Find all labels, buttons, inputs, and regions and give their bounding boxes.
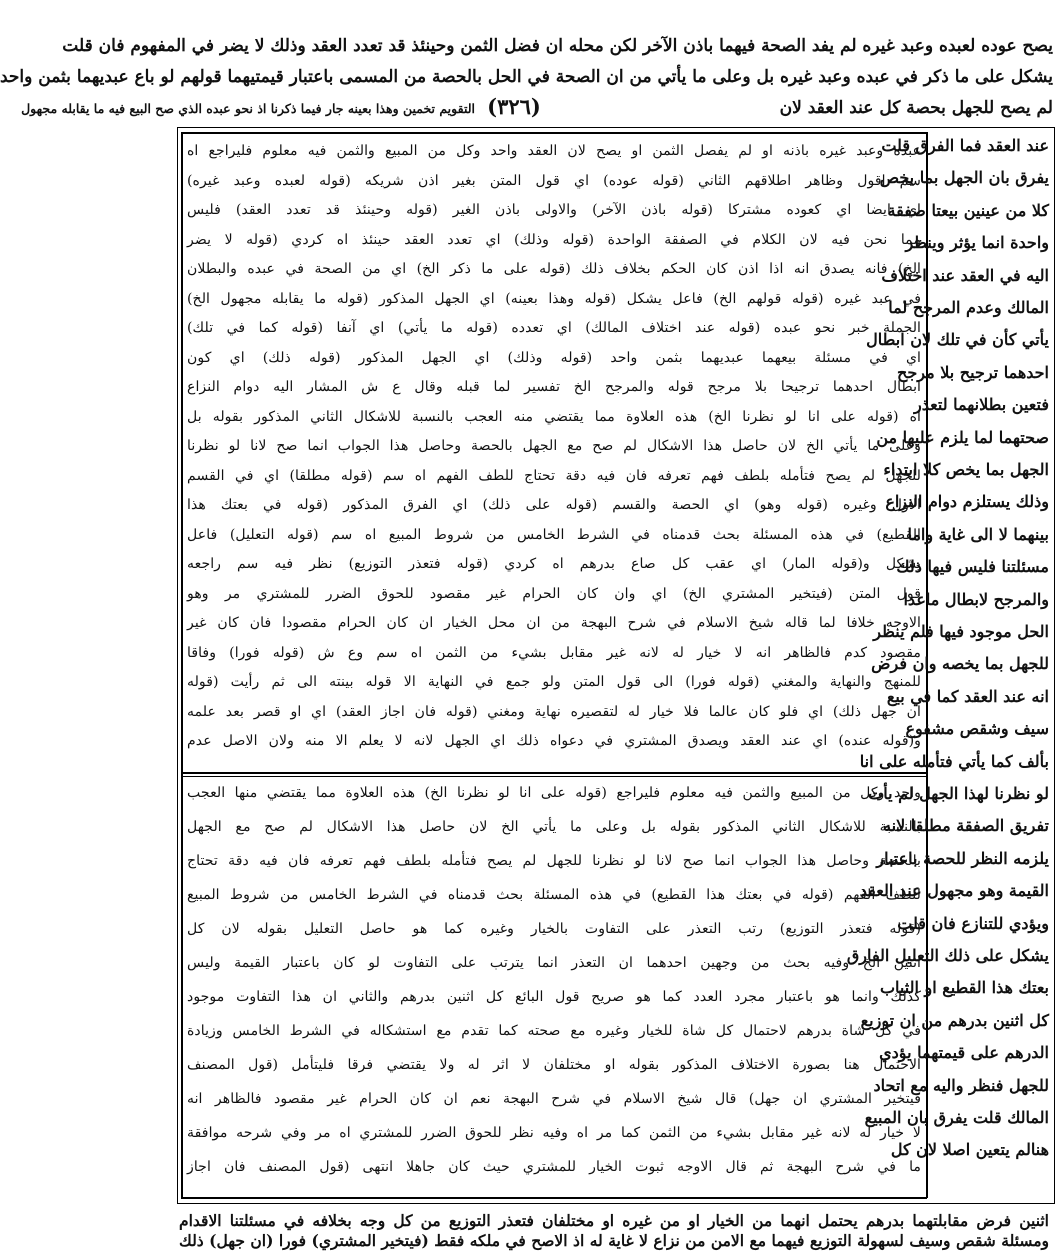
side-text-line: واحدة انما يؤثر وينظر xyxy=(905,233,1049,253)
side-text-line: وذلك يستلزم دوام النزاع xyxy=(885,492,1049,512)
side-text-line: يأتي كأن في تلك لان ابطال xyxy=(866,330,1049,350)
main-text-line: ومسئلة شقص وسيف لسهولة التوزيع فيهما مع الامن من نزاع لا غاية له اذ الاصح في ملكه فقط (فيتخير المشتري) فورا (ان جهل) ذلك xyxy=(179,1231,1049,1250)
inner-frame-left xyxy=(181,132,183,1198)
side-text-line: الحل موجود فيها فلم ينظر xyxy=(873,622,1049,641)
commentary-line: قول المتن (فيتخير المشتري الخ) اي وان كان الحرام غير مقصود للحوق الضرر للمشتري مر وهو xyxy=(187,585,921,602)
commentary-line: الاول وغيره (قوله وهو) اي الحصة والقسم (قوله على ذلك) اي الفرق المذكور (قوله في بعتك هذا xyxy=(187,497,921,513)
side-text-line: للجهل فنظر واليه مع اتحاد xyxy=(873,1075,1049,1095)
page-number: (٣٢٦) xyxy=(487,94,541,119)
main-text-line: اثنين فرض مقابلتهما بدرهم يحتمل انهما من الخيار او من غيره او مختلفان فتعذر التوزيع من كل وجه بخلافه في مسئلتنا الاقدام xyxy=(179,1211,1049,1230)
side-text-line: والمرجح لابطال ماعدا xyxy=(903,589,1049,609)
commentary-divider xyxy=(181,776,927,777)
side-text-line: بعتك هذا القطيع او الثياب xyxy=(879,978,1049,998)
commentary-line: للمنهج والنهاية والمغني (قوله فورا) الى قول المتن ولو جمع في النهاية الا قوله بينته الى ثم رأيت (قوله xyxy=(187,674,921,690)
side-text-line: المالك وعدم المرجح لما xyxy=(888,298,1049,317)
side-text-line: تفريق الصفقة مطلقا لانه xyxy=(883,816,1049,836)
side-text-line: صحتهما لما يلزم عليها من xyxy=(876,427,1049,447)
side-text-line: بألف كما يأتي فتأمله على انا xyxy=(859,751,1049,771)
commentary-line: كذلك وانما هو باعتبار مجرد العدد كما هو صريح قول البائع كل اثنين بدرهم والثاني ان هذا التفاوت موجود xyxy=(187,989,921,1005)
main-text-line: لم يصح للجهل بحصة كل عند العقد لان xyxy=(779,98,1053,118)
commentary-line: لا خيار له لانه غير مقابل بشيء من الثمن كما مر اه وفيه نظر للحوق الضرر للمشتري اه مر وفي شرحه موافقة xyxy=(187,1125,921,1141)
commentary-line: بالنسبة للاشكال الثاني المذكور بقوله بل وعلى ما يأتي الخ لان حاصل هذا الاشكال لم صح مع الجهل xyxy=(187,819,921,835)
commentary-line: بالحصة وحاصل هذا الجواب انما صح لانا لو نظرنا للجهل لم يصح فتأمله بلطف فهم تعرفه فان فيه دقة تحتاج xyxy=(187,853,921,869)
commentary-line: سم اقول وظاهر اطلاقهم الثاني (قوله عوده) اي قول المتن بغير اذن شريكه (قوله لعبده وعبد غيره) xyxy=(187,172,921,189)
inner-frame-bottom xyxy=(181,1197,927,1199)
commentary-line: للطف الفهم (قوله في بعتك هذا القطيع) في هذه المسئلة بحث قدمناه في الشرط الخامس من شروط المبيع xyxy=(187,887,921,903)
side-text-line: مسئلتنا فليس فيها ذلك xyxy=(896,557,1049,577)
side-text-line: هنالم يتعين اصلا لان كل xyxy=(890,1140,1049,1160)
side-text-line: للجهل بما يخصه وان فرض xyxy=(871,654,1049,674)
side-text-line: ويؤدي للتنازع فان قلت xyxy=(897,913,1049,933)
side-text-line: المالك قلت يفرق بان المبيع xyxy=(864,1108,1049,1127)
commentary-line: مقصود كدم فالظاهر انه لا خيار له لانه غير مقابل بشيء من الثمن اه سم وع ش (قوله فورا) وفاقا xyxy=(187,644,921,661)
commentary-line: الخ) فانه يصدق انه اذا اذن كان الحكم بخلاف ذلك (قوله على ما ذكر الخ) اي من الصحة في عبده والبطلان xyxy=(187,261,921,277)
commentary-line: مما نحن فيه لان الكلام في الصفقة الواحدة (قوله وذلك) اي تعدد العقد حينئذ اه كردي (قوله لا يضر xyxy=(187,231,921,248)
main-text-line: التقويم تخمين وهذا بعينه جار فيما ذكرنا اذ نحو عبده الذي صح البيع فيه ما يقابله مجهول xyxy=(21,101,475,116)
commentary-divider xyxy=(181,772,927,774)
commentary-line: الاوجه خلافا لما قاله شيخ الاسلام في شرح البهجة من ان محل الخيار ان كان الحرام مقصودا فان كان غير xyxy=(187,615,921,631)
inner-frame-top xyxy=(181,132,927,134)
commentary-line: ما في شرح البهجة ثم قال الاوجه ثبوت الخيار للمشتري حيث كان جاهلا انتهى (قول المصنف فان اجاز xyxy=(187,1159,921,1175)
main-text-line: يشكل على ما ذكر في عبده وعبد غيره بل وعلى ما يأتي من ان الصحة في الحل بالحصة من المسمى باعتبار قيمتيهما قولهم لو باع عبديهما بثمن واحد xyxy=(0,67,1053,87)
commentary-line: اي في مسئلة بيعهما عبديهما بثمن واحد (قوله وذلك) اي الجهل المذكور (قوله ذلك) اي كون xyxy=(187,349,921,366)
side-text-line: عند العقد فما الفرق قلت xyxy=(881,136,1049,155)
side-text-line: احدهما ترجيح بلا مرجح xyxy=(897,362,1049,382)
side-text-line: فتعين بطلانهما لتعذر xyxy=(914,395,1049,415)
commentary-line: اه (قوله على انا لو نظرنا الخ) هذه العلاوة مما يقتضي منه العجب بالنسبة للاشكال الثاني المذكور بقوله بل xyxy=(187,408,921,425)
commentary-line: في كل شاة بدرهم لاحتمال كل شاة للخيار وغيره مع صحته كما تقدم مع استشكاله في الشرط الخامس وزيادة xyxy=(187,1023,921,1039)
side-text-line: الدرهم على قيمتهما يؤدي xyxy=(879,1043,1049,1063)
side-text-line: اليه في العقد عند اختلاف xyxy=(881,265,1049,285)
commentary-line: واحد وكل من المبيع والثمن فيه معلوم فليراجع (قوله على انا لو نظرنا الخ) هذه العلاوة مما يقتضي منها العجب xyxy=(187,785,921,801)
side-text-line: القيمة وهو مجهول عند العقد xyxy=(859,881,1049,901)
commentary-line: اي ايضا اي كعوده مشتركا (قوله باذن الآخر) والاولى باذن الغير (قوله وحينئذ قد تعدد العقد) فليس xyxy=(187,202,921,218)
main-text-line: يصح عوده لعبده وعبد غيره لم يفد الصحة فيهما باذن الآخر لكن محله ان فضل الثمن وحينئذ قد تعدد العقد وذلك لا يضر في المفهوم فان قلت xyxy=(62,36,1053,56)
side-text-line: بينهما لا الى غاية واما xyxy=(907,524,1049,544)
side-text-line: كلا من عينين بيعتا صفقة xyxy=(887,200,1049,220)
commentary-line: القطيع) في هذه المسئلة بحث قدمناه في الشرط الخامس من شروط المبيع اه سم (قوله التعليل) فاعل xyxy=(187,526,921,543)
commentary-line: وعلى ما يأتي الخ لان حاصل هذا الاشكال لم صح مع الجهل بالحصة وحاصل هذا الجواب انما صح لانا لو نظرنا xyxy=(187,438,921,454)
commentary-line: ان جهل ذلك) اي فلو كان عالما فلا خيار له لتقصيره نهاية ومغني (قوله فان اجاز العقد) اي او قصر بعد علمه xyxy=(187,703,921,720)
side-text-line: انه عند العقد كما في بيع xyxy=(886,686,1049,706)
commentary-line: الاحتمال هنا بصورة الاختلاف المذكور بقوله او مختلفان لا اثر له ولا يقتضي فرقا فليتأمل (قول المصنف xyxy=(187,1057,921,1073)
side-text-line: يشكل على ذلك التعليل الفارق xyxy=(846,946,1049,965)
commentary-line: فيتخير المشتري ان جهل) قال شيخ الاسلام في شرح البهجة نعم ان كان الحرام غير مقصود فالظاهر انه xyxy=(187,1091,921,1107)
side-text-line: كل اثنين بدرهم من ان توزيع xyxy=(860,1010,1049,1030)
commentary-line: للجهل لم يصح فتأمله بلطف فهم تعرفه فان فيه دقة تحتاج للطف الفهم اه سم (قوله مطلقا) اي في القسم xyxy=(187,467,921,484)
side-text-line: سيف وشقص مشفوع xyxy=(905,719,1049,739)
commentary-line: و(قوله عنده) اي عند العقد ويصدق المشتري في دعواه ذلك اي الجهل لانه لا يعلم الا منه ولان الاصل عدم xyxy=(187,733,921,749)
commentary-line: (قوله فتعذر التوزيع) رتب التعذر على التفاوت بالخيار وغيره كما هو حاصل التعليل بقوله لان كل xyxy=(187,921,921,937)
side-text-line: يلزمه النظر للحصة باعتبار xyxy=(876,848,1049,868)
commentary-line: يشكل و(قوله المار) اي عقب كل صاع بدرهم اه كردي (قوله فتعذر التوزيع) نظر فيه سم راجعه xyxy=(187,556,921,572)
commentary-line: الجملة خبر نحو عبده (قوله عند اختلاف المالك) اي تعدده (قوله ما يأتي) اي آنفا (قوله كما في تلك) xyxy=(187,320,921,336)
commentary-line: اثنين الخ وفيه بحث من وجهين احدهما ان التعذر انما يترتب على التفاوت لو كان باعتبار القيمة وليس xyxy=(187,955,921,971)
side-text-line: يفرق بان الجهل بما يخص xyxy=(879,168,1049,188)
commentary-line: في عبد غيره (قوله قولهم الخ) فاعل يشكل (قوله وهذا بعينه) اي الجهل المذكور (قوله ما يقابله مجهول الخ) xyxy=(187,290,921,307)
commentary-line: ابطال احدهما ترجيحا بلا مرجح قوله والمرجح الخ تفسير لما قبله وقال ع ش المشار اليه دوام النزاع xyxy=(187,379,921,395)
side-text-line: الجهل بما يخص كلا ابتداء xyxy=(883,460,1049,479)
commentary-line: عبده وعبد غيره باذنه او لم يفصل الثمن او يصح لان العقد واحد وكل من المبيع والثمن فيه معلوم فليراجع اه xyxy=(187,143,921,159)
side-text-line: لو نظرنا لهذا الجهل لم يأت xyxy=(868,784,1049,803)
